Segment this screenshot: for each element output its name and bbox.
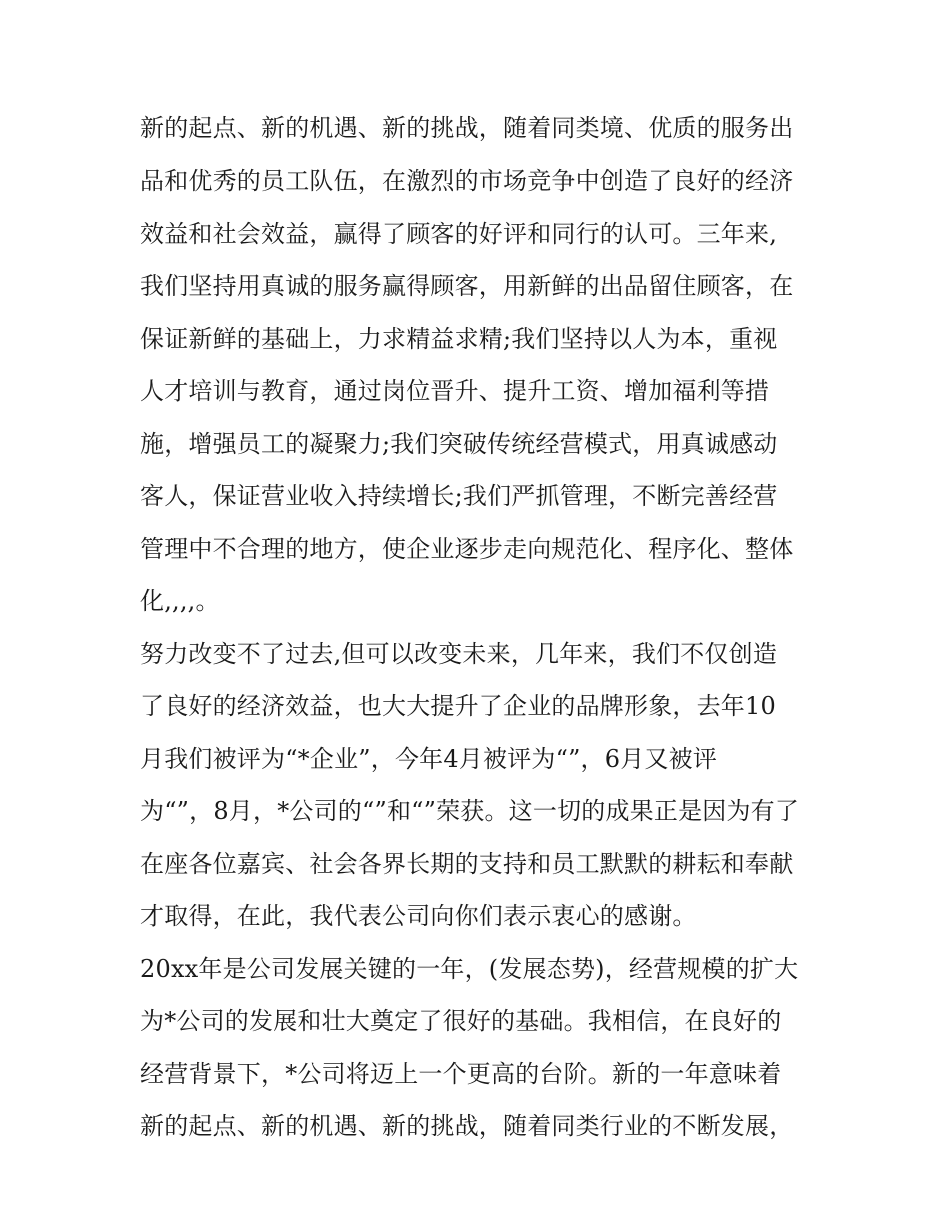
text-line-7: 施，增强员工的凝聚力;我们突破传统经营模式，用真诚感动 [140, 430, 778, 458]
text-line-19: 经营背景下，*公司将迈上一个更高的台阶。新的一年意味着 [140, 1060, 782, 1088]
text-line-17: 20xx年是公司发展关键的一年，(发展态势)，经营规模的扩大 [140, 955, 799, 983]
text-line-10: 化,,,,。 [140, 587, 220, 615]
text-line-16: 才取得，在此，我代表公司向你们表示衷心的感谢。 [140, 902, 697, 930]
text-line-13: 月我们被评为“*企业”，今年4月被评为“”，6月又被评 [140, 745, 718, 773]
text-line-15: 在座各位嘉宾、社会各界长期的支持和员工默默的耕耘和奉献 [140, 850, 794, 878]
text-line-18: 为*公司的发展和壮大奠定了很好的基础。我相信，在良好的 [140, 1007, 782, 1035]
text-line-8: 客人，保证营业收入持续增长;我们严抓管理，不断完善经营 [140, 482, 778, 510]
text-line-4: 我们坚持用真诚的服务赢得顾客，用新鲜的出品留住顾客，在 [140, 272, 794, 300]
text-line-2: 品和优秀的员工队伍，在激烈的市场竞争中创造了良好的经济 [140, 167, 794, 195]
text-line-6: 人才培训与教育，通过岗位晋升、提升工资、增加福利等措 [140, 377, 770, 405]
text-line-11: 努力改变不了过去,但可以改变未来，几年来，我们不仅创造 [140, 640, 778, 668]
text-line-9: 管理中不合理的地方，使企业逐步走向规范化、程序化、整体 [140, 535, 794, 563]
text-line-12: 了良好的经济效益，也大大提升了企业的品牌形象，去年10 [140, 692, 776, 720]
text-line-5: 保证新鲜的基础上，力求精益求精;我们坚持以人为本，重视 [140, 325, 778, 353]
text-line-3: 效益和社会效益，赢得了顾客的好评和同行的认可。三年来, [140, 220, 778, 248]
text-line-1: 新的起点、新的机遇、新的挑战，随着同类境、优质的服务出 [140, 114, 794, 142]
text-line-14: 为“”，8月，*公司的“”和“”荣获。这一切的成果正是因为有了 [140, 797, 800, 825]
text-line-20: 新的起点、新的机遇、新的挑战，随着同类行业的不断发展， [140, 1112, 794, 1140]
